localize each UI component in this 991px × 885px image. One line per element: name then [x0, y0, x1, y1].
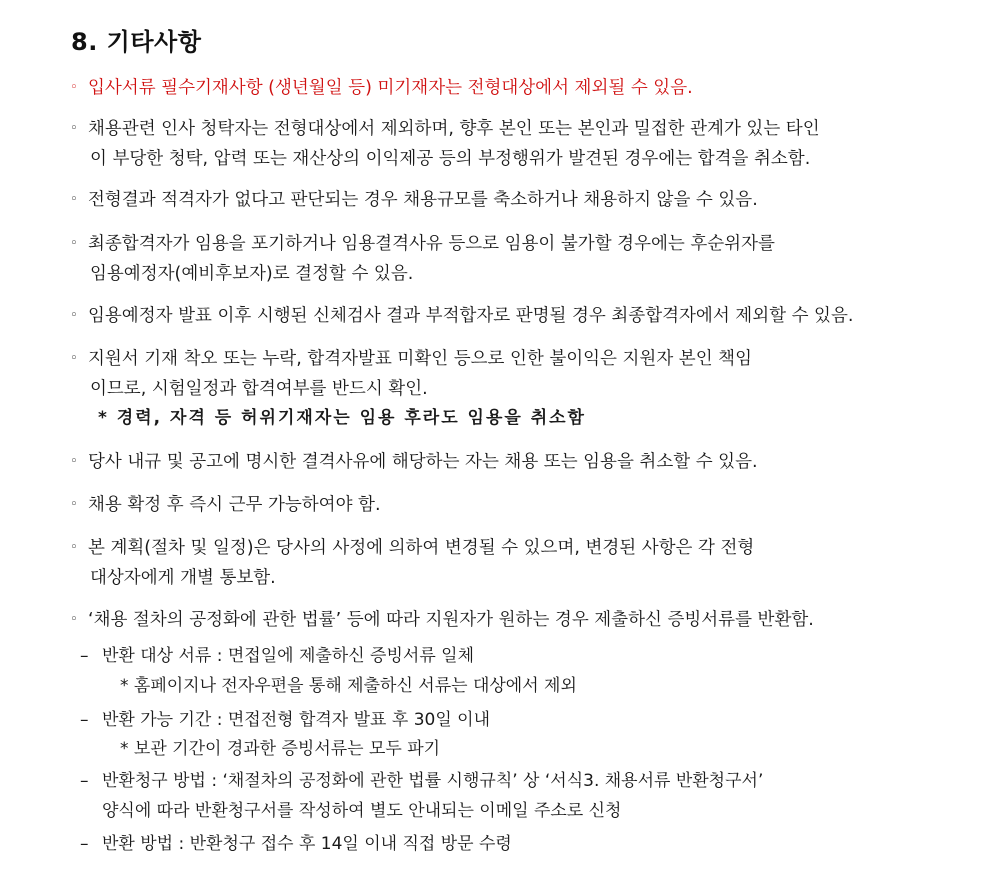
notice-text: 채용 확정 후 즉시 근무 가능하여야 함. [88, 495, 381, 515]
notice-item-reserve-candidate [70, 229, 920, 289]
section-heading: 8. 기타사항 [71, 28, 202, 56]
notice-item-plan-change [70, 533, 920, 593]
dash-icon: – [80, 710, 89, 730]
notice-text: 당사 내규 및 공고에 명시한 결격사유에 해당하는 자는 채용 또는 임용을 취소할 수 있음. [88, 452, 758, 472]
notice-text-continued: 대상자에게 개별 통보함. [90, 568, 276, 588]
bullet-icon: ◦ [70, 236, 78, 251]
notice-text: ‘채용 절차의 공정화에 관한 법률’ 등에 따라 지원자가 원하는 경우 제출하신 증빙서류를 반환함. [88, 610, 814, 630]
notice-text: 전형결과 적격자가 없다고 판단되는 경우 채용규모를 축소하거나 채용하지 않을 수 있음. [88, 190, 758, 210]
bullet-icon: ◦ [70, 454, 78, 469]
return-detail-text-continued: 양식에 따라 반환청구서를 작성하여 별도 안내되는 이메일 주소로 신청 [102, 801, 622, 821]
notice-text: 본 계획(절차 및 일정)은 당사의 사정에 의하여 변경될 수 있으며, 변경된 사항은 각 전형 [88, 538, 755, 558]
notice-item-applicant-responsibility [70, 344, 920, 404]
notice-text-continued: 이 부당한 청탁, 압력 또는 재산상의 이익제공 등의 부정행위가 발견된 경우에는 합격을 취소함. [90, 149, 811, 169]
dash-icon: – [80, 646, 89, 666]
return-period-disposal-note: * 보관 기간이 경과한 증빙서류는 모두 파기 [120, 739, 441, 759]
return-request-method [80, 766, 763, 826]
return-target-exclusion-note: * 홈페이지나 전자우편을 통해 제출하신 서류는 대상에서 제외 [120, 676, 577, 696]
notice-item-disqualification [70, 447, 920, 477]
notice-item-document-return [70, 605, 920, 635]
bullet-icon: ◦ [70, 351, 78, 366]
notice-text-continued: 임용예정자(예비후보자)로 결정할 수 있음. [90, 264, 414, 284]
dash-icon: – [80, 834, 89, 854]
notice-text: 지원서 기재 착오 또는 누락, 합격자발표 미확인 등으로 인한 불이익은 지원자 본인 책임 [88, 349, 752, 369]
notice-text: 채용관련 인사 청탁자는 전형대상에서 제외하며, 향후 본인 또는 본인과 밀접한 관계가 있는 타인 [88, 119, 820, 139]
notice-item-immediate-work [70, 490, 920, 520]
return-detail-text: 반환청구 방법 : ‘채절차의 공정화에 관한 법률 시행규칙’ 상 ‘서식3. 채용서류 반환청구서’ [102, 771, 764, 791]
bullet-icon: ◦ [70, 612, 78, 627]
notice-item-required-fields [70, 73, 920, 103]
bullet-icon: ◦ [70, 121, 78, 136]
dash-icon: – [80, 771, 89, 791]
notice-item-medical-exam [70, 301, 920, 331]
false-entry-warning: * 경력, 자격 등 허위기재자는 임용 후라도 임용을 취소함 [98, 408, 586, 428]
bullet-icon: ◦ [70, 308, 78, 323]
return-target-documents [80, 641, 474, 671]
bullet-icon: ◦ [70, 497, 78, 512]
notice-text-continued: 이므로, 시험일정과 합격여부를 반드시 확인. [90, 379, 428, 399]
notice-text: 입사서류 필수기재사항 (생년월일 등) 미기재자는 전형대상에서 제외될 수 있음. [88, 78, 693, 98]
notice-item-no-qualified [70, 185, 920, 215]
return-period [80, 705, 490, 735]
notice-item-solicitation [70, 114, 920, 174]
notice-text: 최종합격자가 임용을 포기하거나 임용결격사유 등으로 임용이 불가할 경우에는 후순위자를 [88, 234, 775, 254]
return-detail-text: 반환 방법 : 반환청구 접수 후 14일 이내 직접 방문 수령 [102, 834, 512, 854]
bullet-icon: ◦ [70, 540, 78, 555]
notice-text: 임용예정자 발표 이후 시행된 신체검사 결과 부적합자로 판명될 경우 최종합격자에서 제외할 수 있음. [88, 306, 854, 326]
return-detail-text: 반환 대상 서류 : 면접일에 제출하신 증빙서류 일체 [102, 646, 474, 666]
bullet-icon: ◦ [70, 192, 78, 207]
return-detail-text: 반환 가능 기간 : 면접전형 합격자 발표 후 30일 이내 [102, 710, 491, 730]
bullet-icon: ◦ [70, 80, 78, 95]
return-method [80, 829, 512, 859]
